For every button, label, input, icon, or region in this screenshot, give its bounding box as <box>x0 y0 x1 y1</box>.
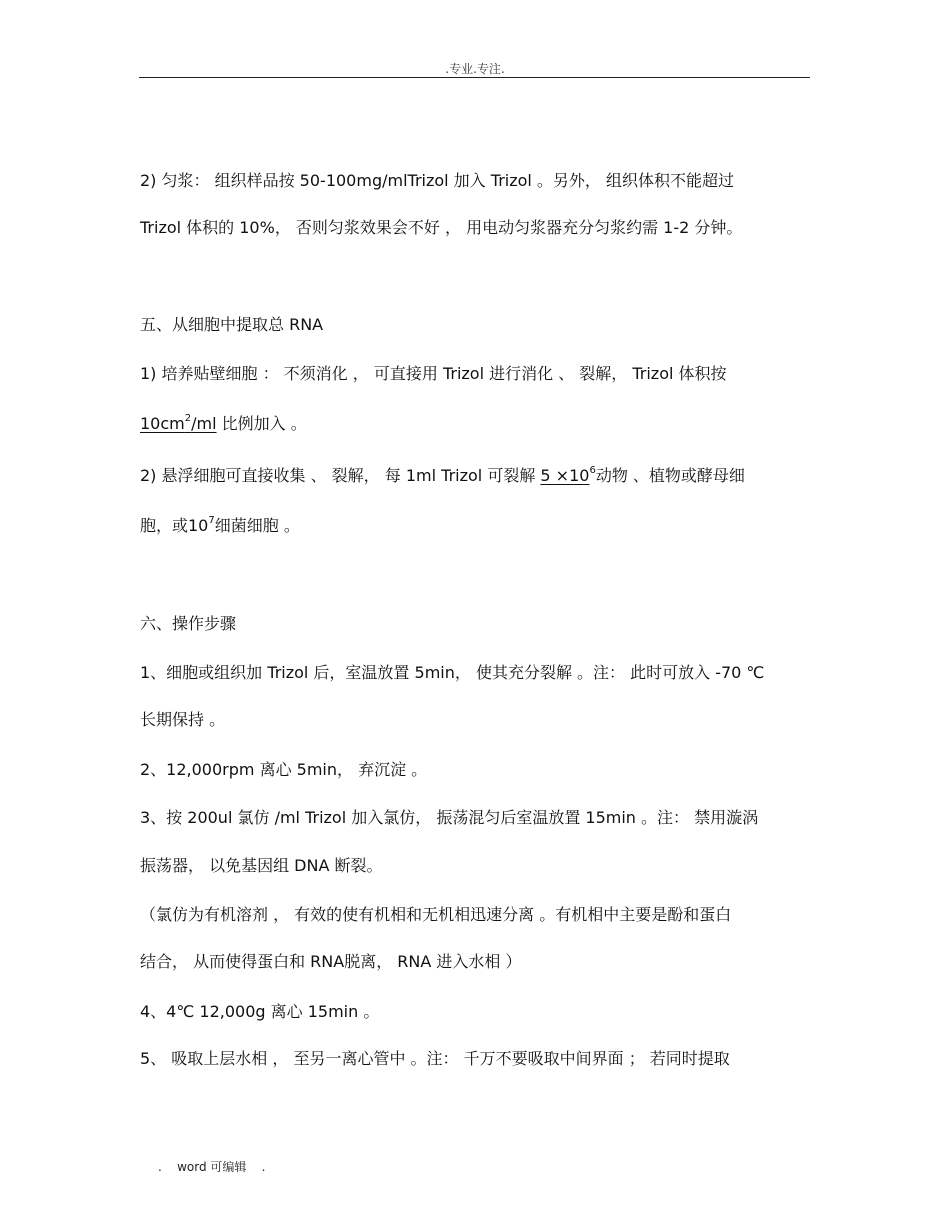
ratio-value: $10cm^2/ml$ <box>140 413 217 433</box>
page-footer: . word 可编辑 . <box>158 1160 266 1174</box>
step-1-line-1: 1、细胞或组织加 Trizol 后，室温放置 5min， 使其充分裂解 。注： 此时可放入 -70 ℃ <box>140 663 765 682</box>
paragraph-suspension-cells-line-1: 2) 悬浮细胞可直接收集 、 裂解， 每 1ml Trizol 可裂解 $5 \times 10^6$动物 、植物或酵母细 <box>140 465 745 485</box>
step-4: 4、4℃ 12,000g 离心 15min 。 <box>140 1002 380 1021</box>
step-1-line-2: 长期保持 。 <box>140 710 226 729</box>
step-2: 2、12,000rpm 离心 5min， 弃沉淀 。 <box>140 760 428 779</box>
superscript-2: 2 <box>184 413 192 424</box>
superscript-7: 7 <box>208 515 215 526</box>
step-3-note-line-1: （氯仿为有机溶剂 ， 有效的使有机相和无机相迅速分离 。有机相中主要是酚和蛋白 <box>140 905 732 924</box>
cell-count-value: 5 ×10 <box>540 466 590 485</box>
paragraph-adherent-cells-line-2: $10cm^2/ml$ 比例加入 。 <box>140 413 307 433</box>
superscript-6: 6 <box>589 465 596 476</box>
section-heading-5: 五、从细胞中提取总 RNA <box>140 315 324 334</box>
paragraph-adherent-cells-line-1: 1) 培养贴壁细胞 ： 不须消化 ， 可直接用 Trizol 进行消化 、 裂解， Trizol 体积按 <box>140 364 727 383</box>
paragraph-homogenize-line-1: 2) 匀浆： 组织样品按 50-100mg/mlTrizol 加入 Trizol 。另外， 组织体积不能超过 <box>140 171 735 190</box>
step-3-note-line-2: 结合， 从而使得蛋白和 RNA脱离， RNA 进入水相 ） <box>140 952 522 971</box>
section-heading-6: 六、操作步骤 <box>140 614 237 633</box>
step-5-line-1: 5、 吸取上层水相 ， 至另一离心管中 。注： 千万不要吸取中间界面 ； 若同时提取 <box>140 1049 730 1068</box>
header-divider <box>139 77 810 78</box>
step-3-line-1: 3、按 200ul 氯仿 /ml Trizol 加入氯仿， 振荡混匀后室温放置 15min 。注： 禁用漩涡 <box>140 808 759 827</box>
step-3-line-2: 振荡器， 以免基因组 DNA 断裂。 <box>140 856 383 875</box>
paragraph-suspension-cells-line-2: 胞，或$10^7$细菌细胞 。 <box>140 515 300 535</box>
page-header: .专业.专注. <box>445 62 505 76</box>
paragraph-homogenize-line-2: Trizol 体积的 10%， 否则匀浆效果会不好 ， 用电动匀浆器充分匀浆约需 1-2 分钟。 <box>140 218 743 237</box>
